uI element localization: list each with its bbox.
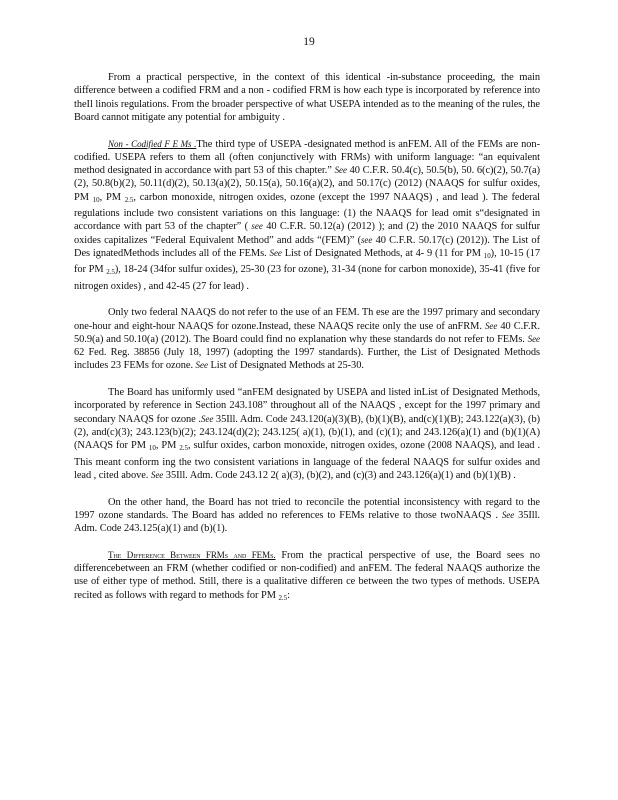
text-run: 35Ill. Adm. Code 243.12 2( a)(3), (b)(2), and (c)(3) and 243.126(a)(1) and (b)(1)(B) . (163, 469, 516, 481)
text-run: 40 C.F.R. 50.12(a) (2012) ); and (2) the 2010 NAAQS for sulfur oxides capitalizes “Federal Equivalent Method” and adds “(FEM)” ( (74, 221, 540, 246)
text-run: ), 18-24 (34for sulfur oxides), 25-30 (23 for ozone), 31-34 (none for carbon monoxide), 35-41 (five for nitrogen oxides) , and 42-45 (27 for lead) . (74, 264, 540, 292)
text-run: , PM (99, 191, 125, 203)
citation-signal: See (195, 360, 208, 371)
paragraph (74, 138, 540, 293)
subscript: 2.5 (106, 268, 115, 277)
text-run: The Board has uniformly used “anFEM designated by USEPA and listed inList of Designated Methods, incorporated by reference in Section 243.108” throughout all of the NAAQS , except for the 1997 primary and secondary NAAQS for ozone . (74, 387, 540, 425)
text-run: 35Ill. Adm. Code 243.120(a)(3)(B), (b)(1)(B), and(c)(1)(B); 243.122(a)(3), (b)(2), and(c)(3); 243.123(b)(2); 243.124(d)(2); 243.125( a)(1), (b)(1), and (c)(1); and 243.126(a)(1) and (b)(1)(A) (NAAQS for PM (74, 413, 540, 452)
page-number: 19 (303, 36, 315, 48)
text-run: : (287, 589, 290, 601)
text-run: , sulfur oxides, carbon monoxide, nitrogen oxides, ozone (2008 NAAQS), and lead . This meant conform ing the two consistent variations in language of the federal NAAQS for sulfur oxides and lead , cited above. (74, 440, 541, 481)
subscript: 10 (148, 444, 156, 453)
paragraph (74, 496, 540, 536)
text-run: 35Ill. Adm. Code 243.125(a)(1) and (b)(1). (74, 509, 540, 535)
text-run: From the practical perspective of use, the Board sees no differencebetween an FRM (whether codified or non-codified) and anFEM. The federal NAAQS authorize the use of either type of method. Still, there is a qualitative differen ce between the two types of methods. USEPA recited as follows with regard to methods for PM (74, 549, 540, 601)
text-run: 62 Fed. Reg. 38856 (July 18, 1997) (adopting the 1997 standards). Further, the List of Designated Methods includes 23 FEMs for ozone. (74, 347, 540, 372)
paragraph (74, 549, 540, 605)
text-run: 40 C.F.R. 50.17(c) (2012)). The List of Des ignatedMethods includes all of the FEMs. (74, 234, 540, 259)
subscript: 2.5 (179, 444, 188, 453)
citation-signal: See (484, 320, 498, 331)
subscript: 2.5 (124, 195, 134, 204)
citation-signal: See (501, 509, 515, 520)
text-run: 40 C.F.R. 50.9(a) and 50.10(a) (2012). The Board could find no explanation why these standards do not refer to FEMs. (74, 320, 540, 345)
section-heading: The Difference Between FRMs and FEMs. (108, 549, 276, 560)
document-body (74, 71, 540, 618)
text-run: , carbon monoxide, nitrogen oxides, ozone (except the 1997 NAAQS) , and lead ). The federal regulations include two consistent variations on this language: (1) the NAAQS for lead omit s“designated in accordance with part 53 of the chapter” ( (74, 191, 540, 233)
citation-signal: See (334, 165, 347, 176)
text-run: ), 10-15 (17 for PM (74, 247, 541, 276)
section-heading: Non - Codified F E Ms . (108, 138, 197, 149)
text-run: Only two federal NAAQS do not refer to the use of an FEM. Th ese are the 1997 primary and secondary one-hour and eight-hour NAAQS for ozone.Instead, these NAAQS recite only the use of anFRM. (74, 307, 540, 332)
paragraph (74, 386, 540, 482)
citation-signal: see (360, 234, 373, 245)
text-run: 40 C.F.R. 50.4(c), 50.5(b), 50. 6(c)(2), 50.7(a)(2), 50.8(b)(2), 50.11(d)(2), 50.13(a)(2), 50.15(a), 50.16(a)(2), and 50.17(c) (2012) (NAAQS for sulfur oxides, PM (74, 165, 540, 203)
subscript: 10 (92, 195, 100, 204)
paragraph (74, 306, 540, 372)
subscript: 10 (483, 251, 491, 260)
citation-signal: See (269, 247, 282, 258)
text-run: The third type of USEPA -designated method is anFEM. All of the FEMs are non-codified. USEPA refers to them all (often conjunctively with FRMs) with uniform language: “an equivalent method designated in accordance with part 53 of this chapter.” (74, 138, 540, 177)
citation-signal: See (527, 333, 540, 344)
paragraph (74, 71, 540, 124)
text-run: From a practical perspective, in the context of this identical -in-substance proceeding, the main difference between a codified FRM and a non - codified FRM is how each type is incorporated by reference into theIl linois regulations. From the broader perspective of what USEPA intended as to the meaning of the rules, the Board cannot mitigate any potential for ambiguity . (74, 72, 540, 123)
text-run: List of Designated Methods, at 4- 9 (11 for PM (281, 247, 484, 259)
text-run: List of Designated Methods at 25-30. (207, 360, 364, 372)
citation-signal: See (200, 413, 214, 424)
subscript: 2.5 (278, 593, 288, 602)
citation-signal: See (150, 469, 164, 480)
text-run: , PM (155, 440, 180, 452)
text-run: On the other hand, the Board has not tried to reconcile the potential inconsistency with regard to the 1997 ozone standards. The Board has added no references to FEMs relative to those twoNAAQS . (74, 496, 540, 521)
citation-signal: see (251, 221, 263, 232)
